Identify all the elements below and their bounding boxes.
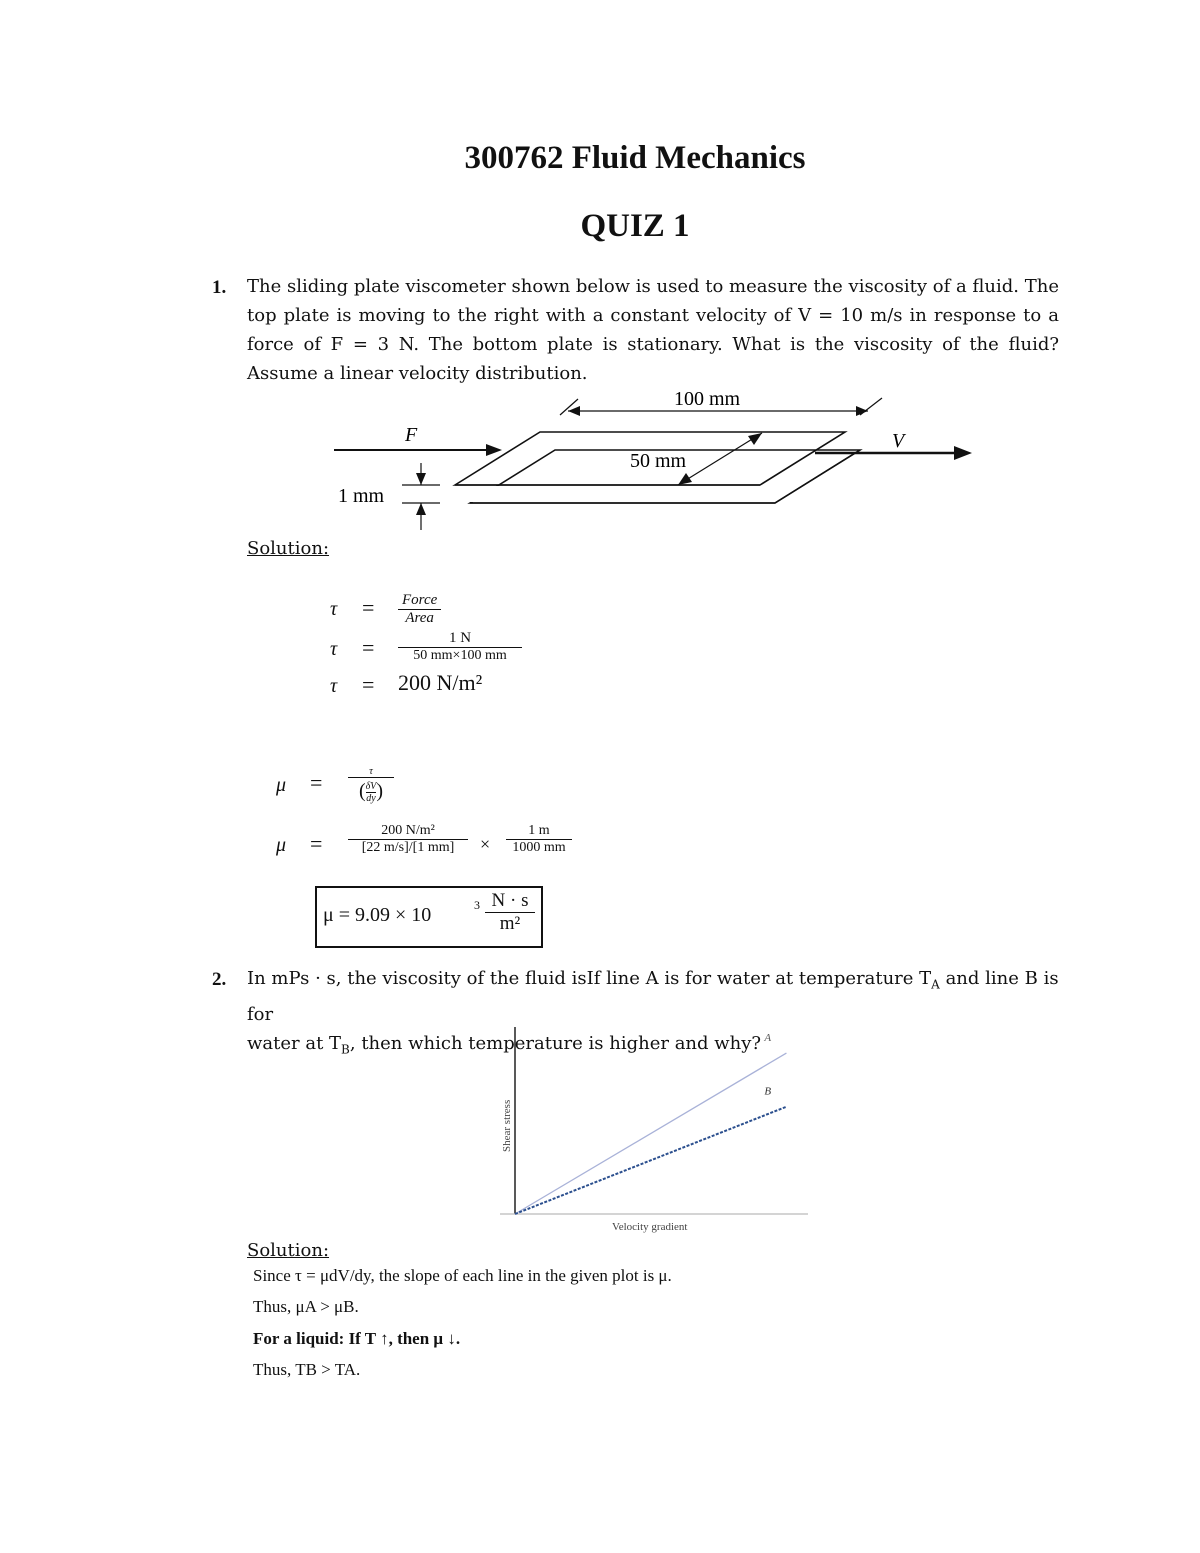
eq2-lhs: τ xyxy=(330,638,338,660)
eq1-fraction xyxy=(398,592,441,627)
eq1-lhs: τ xyxy=(330,598,338,620)
answer-lhs: μ = 9.09 × 10 xyxy=(323,904,432,926)
answer-unit-num: N · s xyxy=(485,890,535,913)
eq5-den: [22 m/s]/[1 mm] xyxy=(361,840,455,855)
q1-solution-label: Solution: xyxy=(247,538,330,559)
eq5-fraction-1 xyxy=(348,823,468,856)
course-title: 300762 Fluid Mechanics xyxy=(464,140,806,176)
series-line-b xyxy=(515,1107,786,1214)
q2-text-line2a: water at T xyxy=(247,1032,342,1054)
quiz-title: QUIZ 1 xyxy=(580,208,690,244)
viscosity-chart xyxy=(490,1022,820,1237)
velocity-label: V xyxy=(892,430,905,452)
q2-text-line2b: , then which temperature is higher and why? xyxy=(349,1032,762,1054)
eq5-times: × xyxy=(480,834,491,854)
answer-exp: 3 xyxy=(474,898,480,912)
eq1-num: Force xyxy=(398,592,441,610)
q2-answer-line-4: Thus, TB > TA. xyxy=(253,1360,361,1379)
eq5-den2: 1000 mm xyxy=(512,840,566,855)
eq5-rel: = xyxy=(310,831,323,856)
q2-sub-b: B xyxy=(341,1042,350,1057)
eq4-den-num: δV xyxy=(365,780,377,792)
answer-unit-den: m² xyxy=(499,913,521,934)
x-axis-label: Velocity gradient xyxy=(612,1221,688,1233)
eq2-num: 1 N xyxy=(398,630,522,648)
eq4-rel: = xyxy=(310,770,323,795)
eq3-lhs: τ xyxy=(330,675,338,697)
question-1-number: 1. xyxy=(212,277,227,298)
line-a-label: A xyxy=(764,1032,772,1045)
eq1-rel: = xyxy=(362,595,375,620)
eq4-fraction xyxy=(348,766,394,804)
question-2-number: 2. xyxy=(212,969,227,990)
gap-label: 1 mm xyxy=(338,485,385,507)
q2-sub-a: A xyxy=(931,977,940,992)
question-1-text: The sliding plate viscometer shown below is used to measure the viscosity of a fluid. The top plate is moving to the right with a constant velocity of V = 10 m/s in response to a force of F = 3 N. The bottom plate is stationary. What is the viscosity of the fluid? Assume a linear velocity distribution. xyxy=(247,276,1059,384)
eq3-rel: = xyxy=(362,672,375,697)
eq2-fraction xyxy=(398,630,522,664)
viscometer-figure xyxy=(320,385,1000,535)
eq5-num2: 1 m xyxy=(506,823,572,840)
answer-unit xyxy=(485,890,535,935)
q2-text-line1b: and line B is for xyxy=(247,968,1059,1025)
q2-answer-line-1: Since τ = μdV/dy, the slope of each line in the given plot is μ. xyxy=(253,1266,672,1285)
q2-answer-line-2: Thus, μA > μB. xyxy=(253,1297,359,1316)
y-axis-label: Shear stress xyxy=(501,1099,513,1152)
eq4-den: ( $\frac{\delta V}{dy}$ ) xyxy=(358,780,384,804)
eq4-num: τ xyxy=(348,766,394,778)
eq2-rel: = xyxy=(362,635,375,660)
eq2-den: 50 mm×100 mm xyxy=(413,648,507,663)
q2-answer-line-3: For a liquid: If T ↑, then μ ↓. xyxy=(253,1329,461,1348)
q2-solution-label: Solution: xyxy=(247,1240,330,1261)
length-label: 100 mm xyxy=(674,388,741,410)
answer-box xyxy=(315,886,543,948)
width-label: 50 mm xyxy=(630,450,687,472)
eq5-lhs: μ xyxy=(276,834,287,856)
eq1-den: Area xyxy=(405,610,434,626)
eq4-lhs: μ xyxy=(276,774,287,796)
eq3-rhs: 200 N/m² xyxy=(398,670,483,695)
q2-text-line1: In mPs · s, the viscosity of the fluid isIf line A is for water at temperature T xyxy=(247,968,932,989)
eq5-fraction-2 xyxy=(506,823,572,856)
eq5-num: 200 N/m² xyxy=(348,823,468,840)
eq4-den-den: dy xyxy=(366,792,376,804)
series-line-a xyxy=(515,1053,786,1214)
force-label: F xyxy=(405,424,418,446)
line-b-label: B xyxy=(764,1085,772,1098)
